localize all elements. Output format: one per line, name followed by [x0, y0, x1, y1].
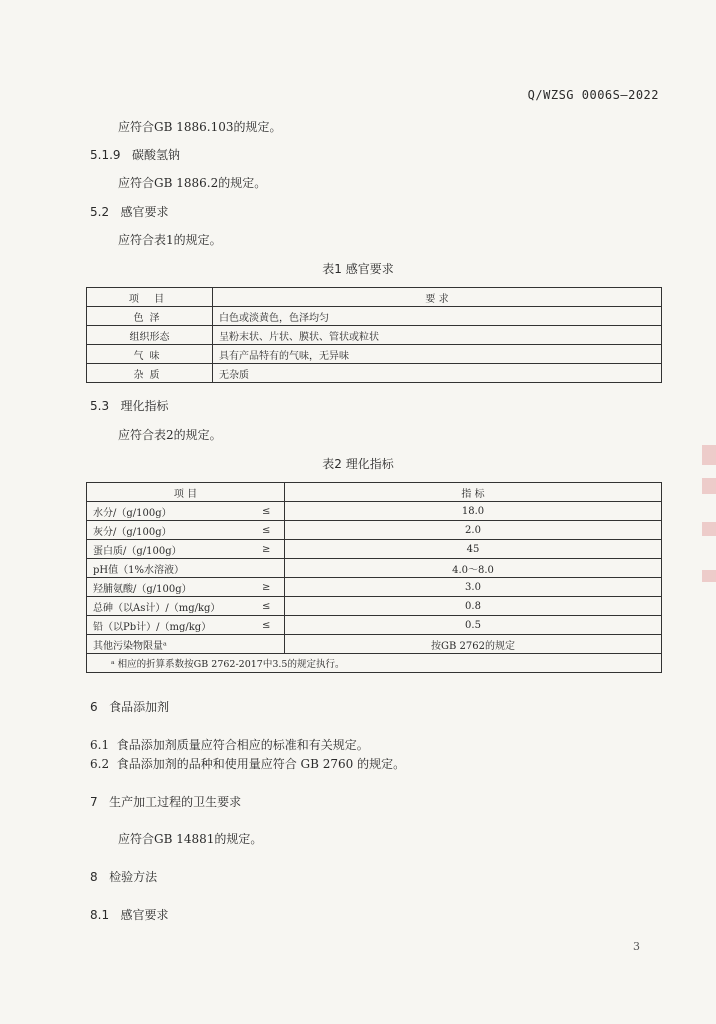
clause-6-2 — [90, 755, 405, 772]
section-number: 6 — [90, 700, 98, 714]
section-title: 食品添加剂 — [109, 700, 170, 714]
row-label: 铅（以Pb计）/（mg/kg） — [87, 616, 249, 635]
paragraph: 应符合GB 1886.103的规定。 — [118, 120, 282, 134]
row-label: 水分/（g/100g） — [87, 502, 249, 521]
row-comparator: ≤ — [249, 521, 285, 540]
clause-number: 6.1 — [90, 738, 110, 752]
header-cell-requirement: 要 求 — [213, 288, 662, 307]
row-value: 0.5 — [285, 616, 662, 635]
seal-stamp-fragment — [702, 570, 716, 582]
table-row — [87, 616, 662, 635]
section-title: 感官要求 — [120, 908, 169, 922]
table1-caption: 表1 感官要求 — [322, 262, 394, 276]
table-sensory-requirements — [86, 287, 662, 383]
row-value: 呈粉末状、片状、膜状、管状或粒状 — [213, 326, 662, 345]
section-number: 5.3 — [90, 399, 110, 413]
header-cell-item: 项 目 — [87, 483, 285, 502]
clause-text: 食品添加剂的品种和使用量应符合 GB 2760 的规定。 — [116, 757, 406, 771]
row-value: 2.0 — [285, 521, 662, 540]
table-row — [87, 578, 662, 597]
row-label: 其他污染物限量ᵃ — [87, 635, 249, 654]
section-number: 8 — [90, 870, 98, 884]
seal-stamp-fragment — [702, 445, 716, 465]
row-label: 总砷（以As计）/（mg/kg） — [87, 597, 249, 616]
section-heading-6 — [90, 698, 169, 715]
row-label: 组织形态 — [87, 326, 213, 345]
page-number: 3 — [633, 940, 640, 953]
table-physicochemical-indicators — [86, 482, 662, 673]
header-cell-item: 项 目 — [87, 288, 213, 307]
section-title: 碳酸氢钠 — [132, 148, 181, 162]
paragraph: 应符合GB 14881的规定。 — [118, 832, 263, 846]
row-value: 白色或淡黄色，色泽均匀 — [213, 307, 662, 326]
row-comparator: ≤ — [249, 616, 285, 635]
section-heading-5-2 — [90, 203, 169, 220]
clause-6-1 — [90, 736, 369, 753]
seal-stamp-fragment — [702, 478, 716, 494]
table-note-row — [87, 654, 662, 673]
row-value: 3.0 — [285, 578, 662, 597]
table-row — [87, 502, 662, 521]
paragraph: 应符合GB 1886.2的规定。 — [118, 176, 267, 190]
section-number: 7 — [90, 795, 98, 809]
section-number: 5.2 — [90, 205, 110, 219]
table-header-row — [87, 288, 662, 307]
table-row — [87, 307, 662, 326]
section-heading-5-1-9 — [90, 146, 180, 163]
row-comparator — [249, 635, 285, 654]
row-label: 羟脯氨酸/（g/100g） — [87, 578, 249, 597]
section-title: 检验方法 — [109, 870, 158, 884]
table-row — [87, 345, 662, 364]
row-comparator: ≤ — [249, 502, 285, 521]
row-value: 4.0～8.0 — [285, 559, 662, 578]
section-title: 感官要求 — [120, 205, 169, 219]
section-number: 8.1 — [90, 908, 110, 922]
table2-caption: 表2 理化指标 — [322, 457, 394, 471]
row-value: 无杂质 — [213, 364, 662, 383]
table-row — [87, 326, 662, 345]
row-label: pH值（1%水溶液） — [87, 559, 249, 578]
table-row — [87, 597, 662, 616]
section-heading-5-3 — [90, 397, 169, 414]
row-value: 具有产品特有的气味，无异味 — [213, 345, 662, 364]
row-label: 色泽 — [87, 307, 213, 326]
table-footnote: ᵃ 相应的折算系数按GB 2762-2017中3.5的规定执行。 — [87, 654, 662, 673]
table-row — [87, 559, 662, 578]
table-row — [87, 521, 662, 540]
row-comparator — [249, 559, 285, 578]
table-header-row — [87, 483, 662, 502]
section-title: 理化指标 — [120, 399, 169, 413]
row-label: 灰分/（g/100g） — [87, 521, 249, 540]
paragraph: 应符合表1的规定。 — [118, 233, 222, 247]
row-comparator: ≤ — [249, 597, 285, 616]
table-row — [87, 540, 662, 559]
document-number: Q/WZSG 0006S—2022 — [527, 88, 659, 102]
row-value: 按GB 2762的规定 — [285, 635, 662, 654]
row-label: 蛋白质/（g/100g） — [87, 540, 249, 559]
section-heading-8 — [90, 868, 157, 885]
seal-stamp-fragment — [702, 522, 716, 536]
section-title: 生产加工过程的卫生要求 — [109, 795, 242, 809]
section-number: 5.1.9 — [90, 148, 121, 162]
section-heading-8-1 — [90, 906, 169, 923]
row-value: 0.8 — [285, 597, 662, 616]
row-label: 杂质 — [87, 364, 213, 383]
table-row — [87, 635, 662, 654]
clause-number: 6.2 — [90, 757, 110, 771]
section-heading-7 — [90, 793, 241, 810]
row-comparator: ≥ — [249, 578, 285, 597]
header-cell-indicator: 指 标 — [285, 483, 662, 502]
clause-text: 食品添加剂质量应符合相应的标准和有关规定。 — [116, 738, 369, 752]
row-value: 45 — [285, 540, 662, 559]
row-comparator: ≥ — [249, 540, 285, 559]
table-row — [87, 364, 662, 383]
row-value: 18.0 — [285, 502, 662, 521]
row-label: 气味 — [87, 345, 213, 364]
paragraph: 应符合表2的规定。 — [118, 428, 222, 442]
